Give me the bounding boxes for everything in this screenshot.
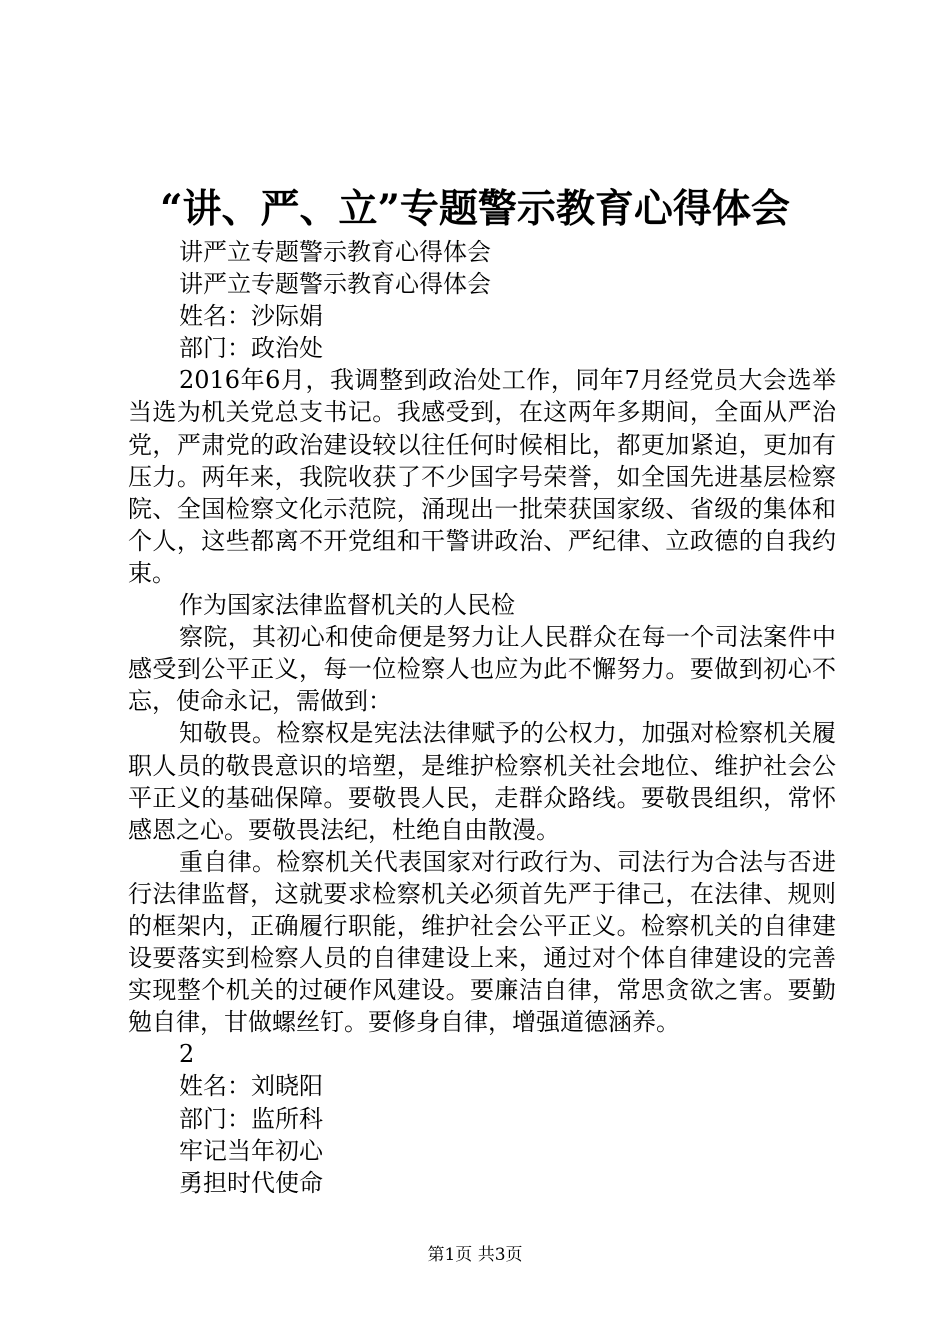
paragraph: 知敬畏。检察权是宪法法律赋予的公权力，加强对检察机关履职人员的敬畏意识的培塑，是维护检察机关社会地位、维护社会公平正义的基础保障。要敬畏人民，走群众路线。要敬畏组织，常怀感恩之心。要敬畏法纪，杜绝自由散漫。	[128, 719, 836, 844]
document-body	[128, 236, 836, 1199]
paragraph: 重自律。检察机关代表国家对行政行为、司法行为合法与否进行法律监督，这就要求检察机关必须首先严于律己，在法律、规则的框架内，正确履行职能，维护社会公平正义。检察机关的自律建设要落实到检察人员的自律建设上来，通过对个体自律建设的完善实现整个机关的过硬作风建设。要廉洁自律，常思贪欲之害。要勤勉自律，甘做螺丝钉。要修身自律，增强道德涵养。	[128, 847, 836, 1037]
paragraph: 勇担时代使命	[179, 1168, 323, 1197]
author-department: 部门：政治处	[179, 334, 323, 363]
author-name: 姓名：刘晓阳	[179, 1072, 323, 1101]
paragraph: 讲严立专题警示教育心得体会	[179, 238, 491, 266]
paragraph: 察院，其初心和使命便是努力让人民群众在每一个司法案件中感受到公平正义，每一位检察人也应为此不懈努力。要做到初心不忘，使命永记，需做到：	[128, 623, 836, 716]
author-department: 部门：监所科	[179, 1104, 323, 1133]
page-number-footer: 第1页 共3页	[427, 1245, 523, 1265]
author-name: 姓名：沙际娟	[179, 302, 323, 331]
paragraph: 作为国家法律监督机关的人民检	[179, 591, 515, 620]
document-title: “讲、严、立”专题警示教育心得体会	[160, 186, 790, 232]
paragraph: 牢记当年初心	[179, 1136, 323, 1165]
paragraph: 2016年6月，我调整到政治处工作，同年7月经党员大会选举当选为机关党总支书记。我感受到，在这两年多期间，全面从严治党，严肃党的政治建设较以往任何时候相比，都更加紧迫，更加有压力。两年来，我院收获了不少国字号荣誉，如全国先进基层检察院、全国检察文化示范院，涌现出一批荣获国家级、省级的集体和个人，这些都离不开党组和干警讲政治、严纪律、立政德的自我约束。	[128, 366, 836, 587]
section-number: 2	[179, 1040, 195, 1069]
paragraph: 讲严立专题警示教育心得体会	[179, 270, 491, 299]
